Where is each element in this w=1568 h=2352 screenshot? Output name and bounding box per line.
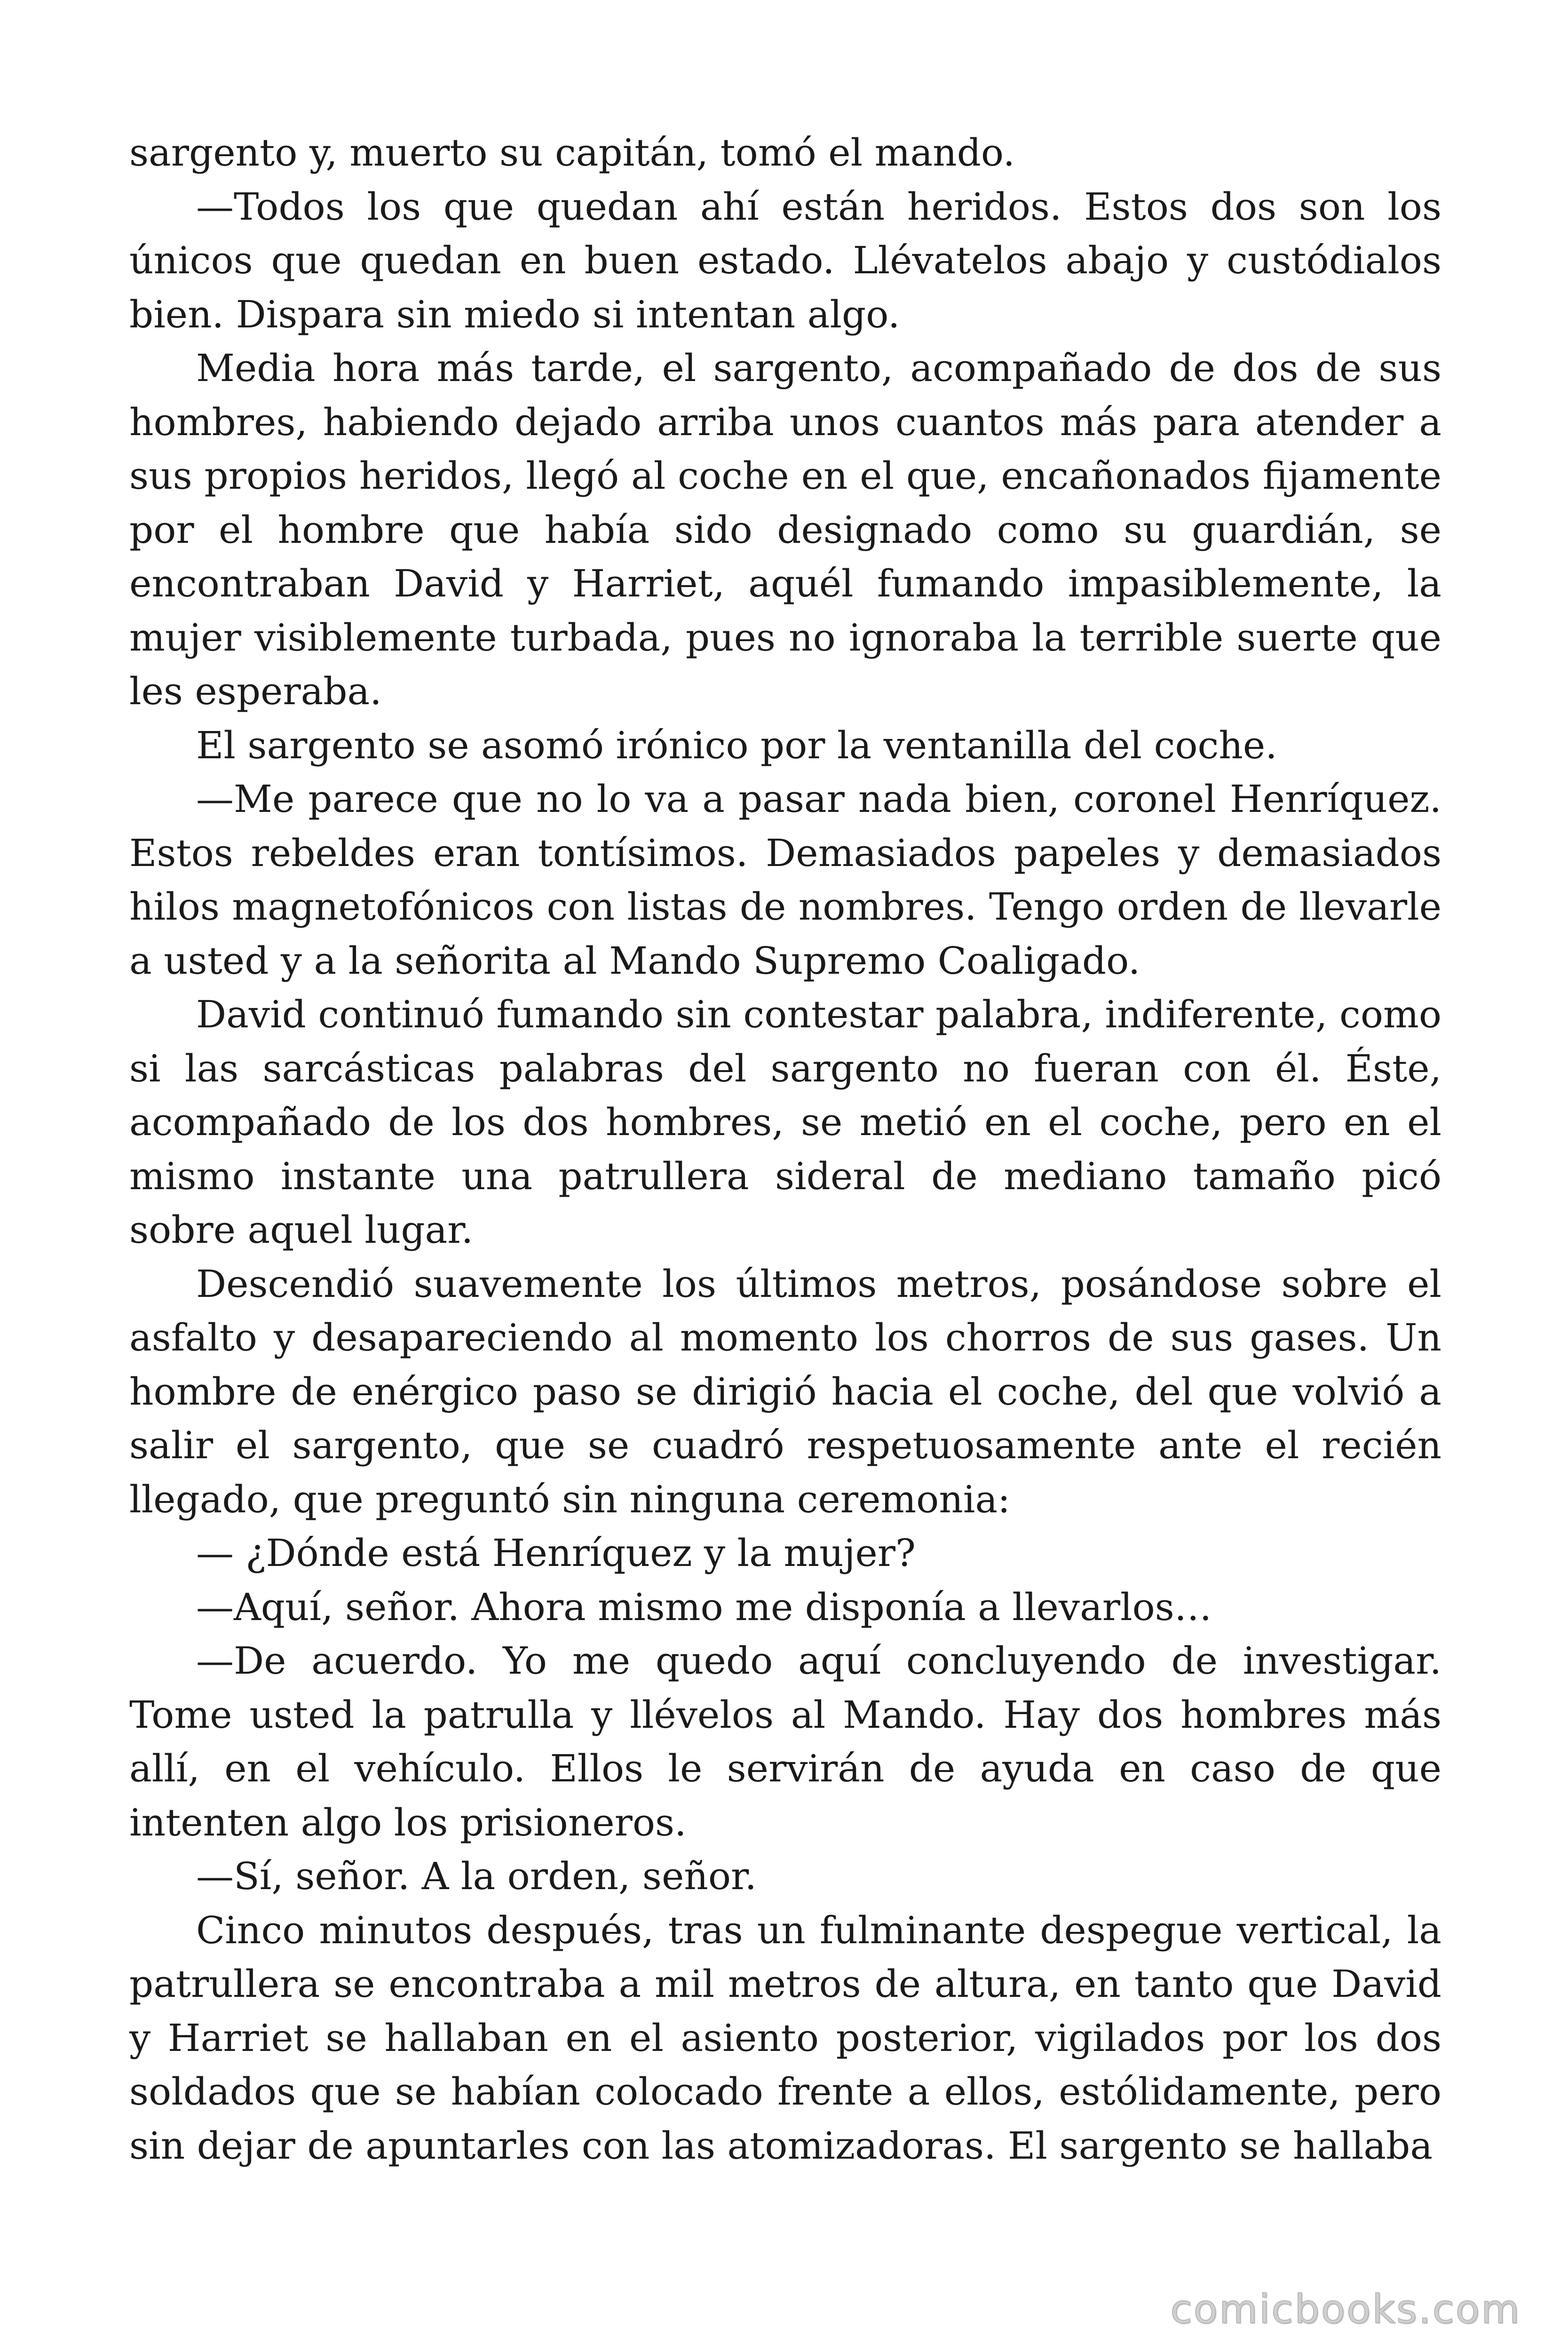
paragraph: David continuó fumando sin contestar palabra, indiferente, como si las sarcásticas palabras del sargento no fueran con él. Éste, acompañado de los dos hombres, se metió en el coche, pero en el mismo instante una patrullera sideral de mediano tamaño picó sobre aquel lugar. xyxy=(129,993,1441,1252)
paragraph: —Me parece que no lo va a pasar nada bien, coronel Henríquez. Estos rebeldes eran tontísimos. Demasiados papeles y demasiados hilos magnetofónicos con listas de nombres. Tengo orden de llevarle a usted y a la señorita al Mando Supremo Coaligado. xyxy=(129,777,1441,983)
paragraph: Descendió suavemente los últimos metros, posándose sobre el asfalto y desapareciendo al momento los chorros de sus gases. Un hombre de enérgico paso se dirigió hacia el coche, del que volvió a salir el sargento, que se cuadró respetuosamente ante el recién llegado, que preguntó sin ninguna ceremonia: xyxy=(129,1262,1441,1521)
watermark: comicbooks.com xyxy=(1170,2286,1521,2332)
paragraph: Cinco minutos después, tras un fulminante despegue vertical, la patrullera se encontraba a mil metros de altura, en tanto que David y Harriet se hallaban en el asiento posterior, vigilados por los dos soldados que se habían colocado frente a ellos, estólidamente, pero sin dejar de apuntarles con las atomizadoras. El sargento se hallaba xyxy=(129,1908,1441,2168)
paragraph: El sargento se asomó irónico por la ventanilla del coche. xyxy=(196,723,1277,767)
paragraph: Media hora más tarde, el sargento, acompañado de dos de sus hombres, habiendo dejado arriba unos cuantos más para atender a sus propios heridos, llegó al coche en el que, encañonados fijamente por el hombre que había sido designado como su guardián, se encontraban David y Harriet, aquél fumando impasiblemente, la mujer visiblemente turbada, pues no ignoraba la terrible suerte que les esperaba. xyxy=(129,346,1441,713)
paragraph: sargento y, muerto su capitán, tomó el mando. xyxy=(129,131,1015,175)
paragraph: —Todos los que quedan ahí están heridos. Estos dos son los únicos que quedan en buen estado. Llévatelos abajo y custódialos bien. Dispara sin miedo si intentan algo. xyxy=(129,184,1441,336)
paragraph: — ¿Dónde está Henríquez y la mujer? xyxy=(196,1531,916,1575)
paragraph: —Aquí, señor. Ahora mismo me disponía a llevarlos… xyxy=(196,1585,1212,1629)
paragraph: —Sí, señor. A la orden, señor. xyxy=(196,1854,757,1898)
body-text xyxy=(129,126,1441,2173)
paragraph: —De acuerdo. Yo me quedo aquí concluyendo de investigar. Tome usted la patrulla y llévelos al Mando. Hay dos hombres más allí, en el vehículo. Ellos le servirán de ayuda en caso de que intenten algo los prisioneros. xyxy=(129,1639,1441,1844)
